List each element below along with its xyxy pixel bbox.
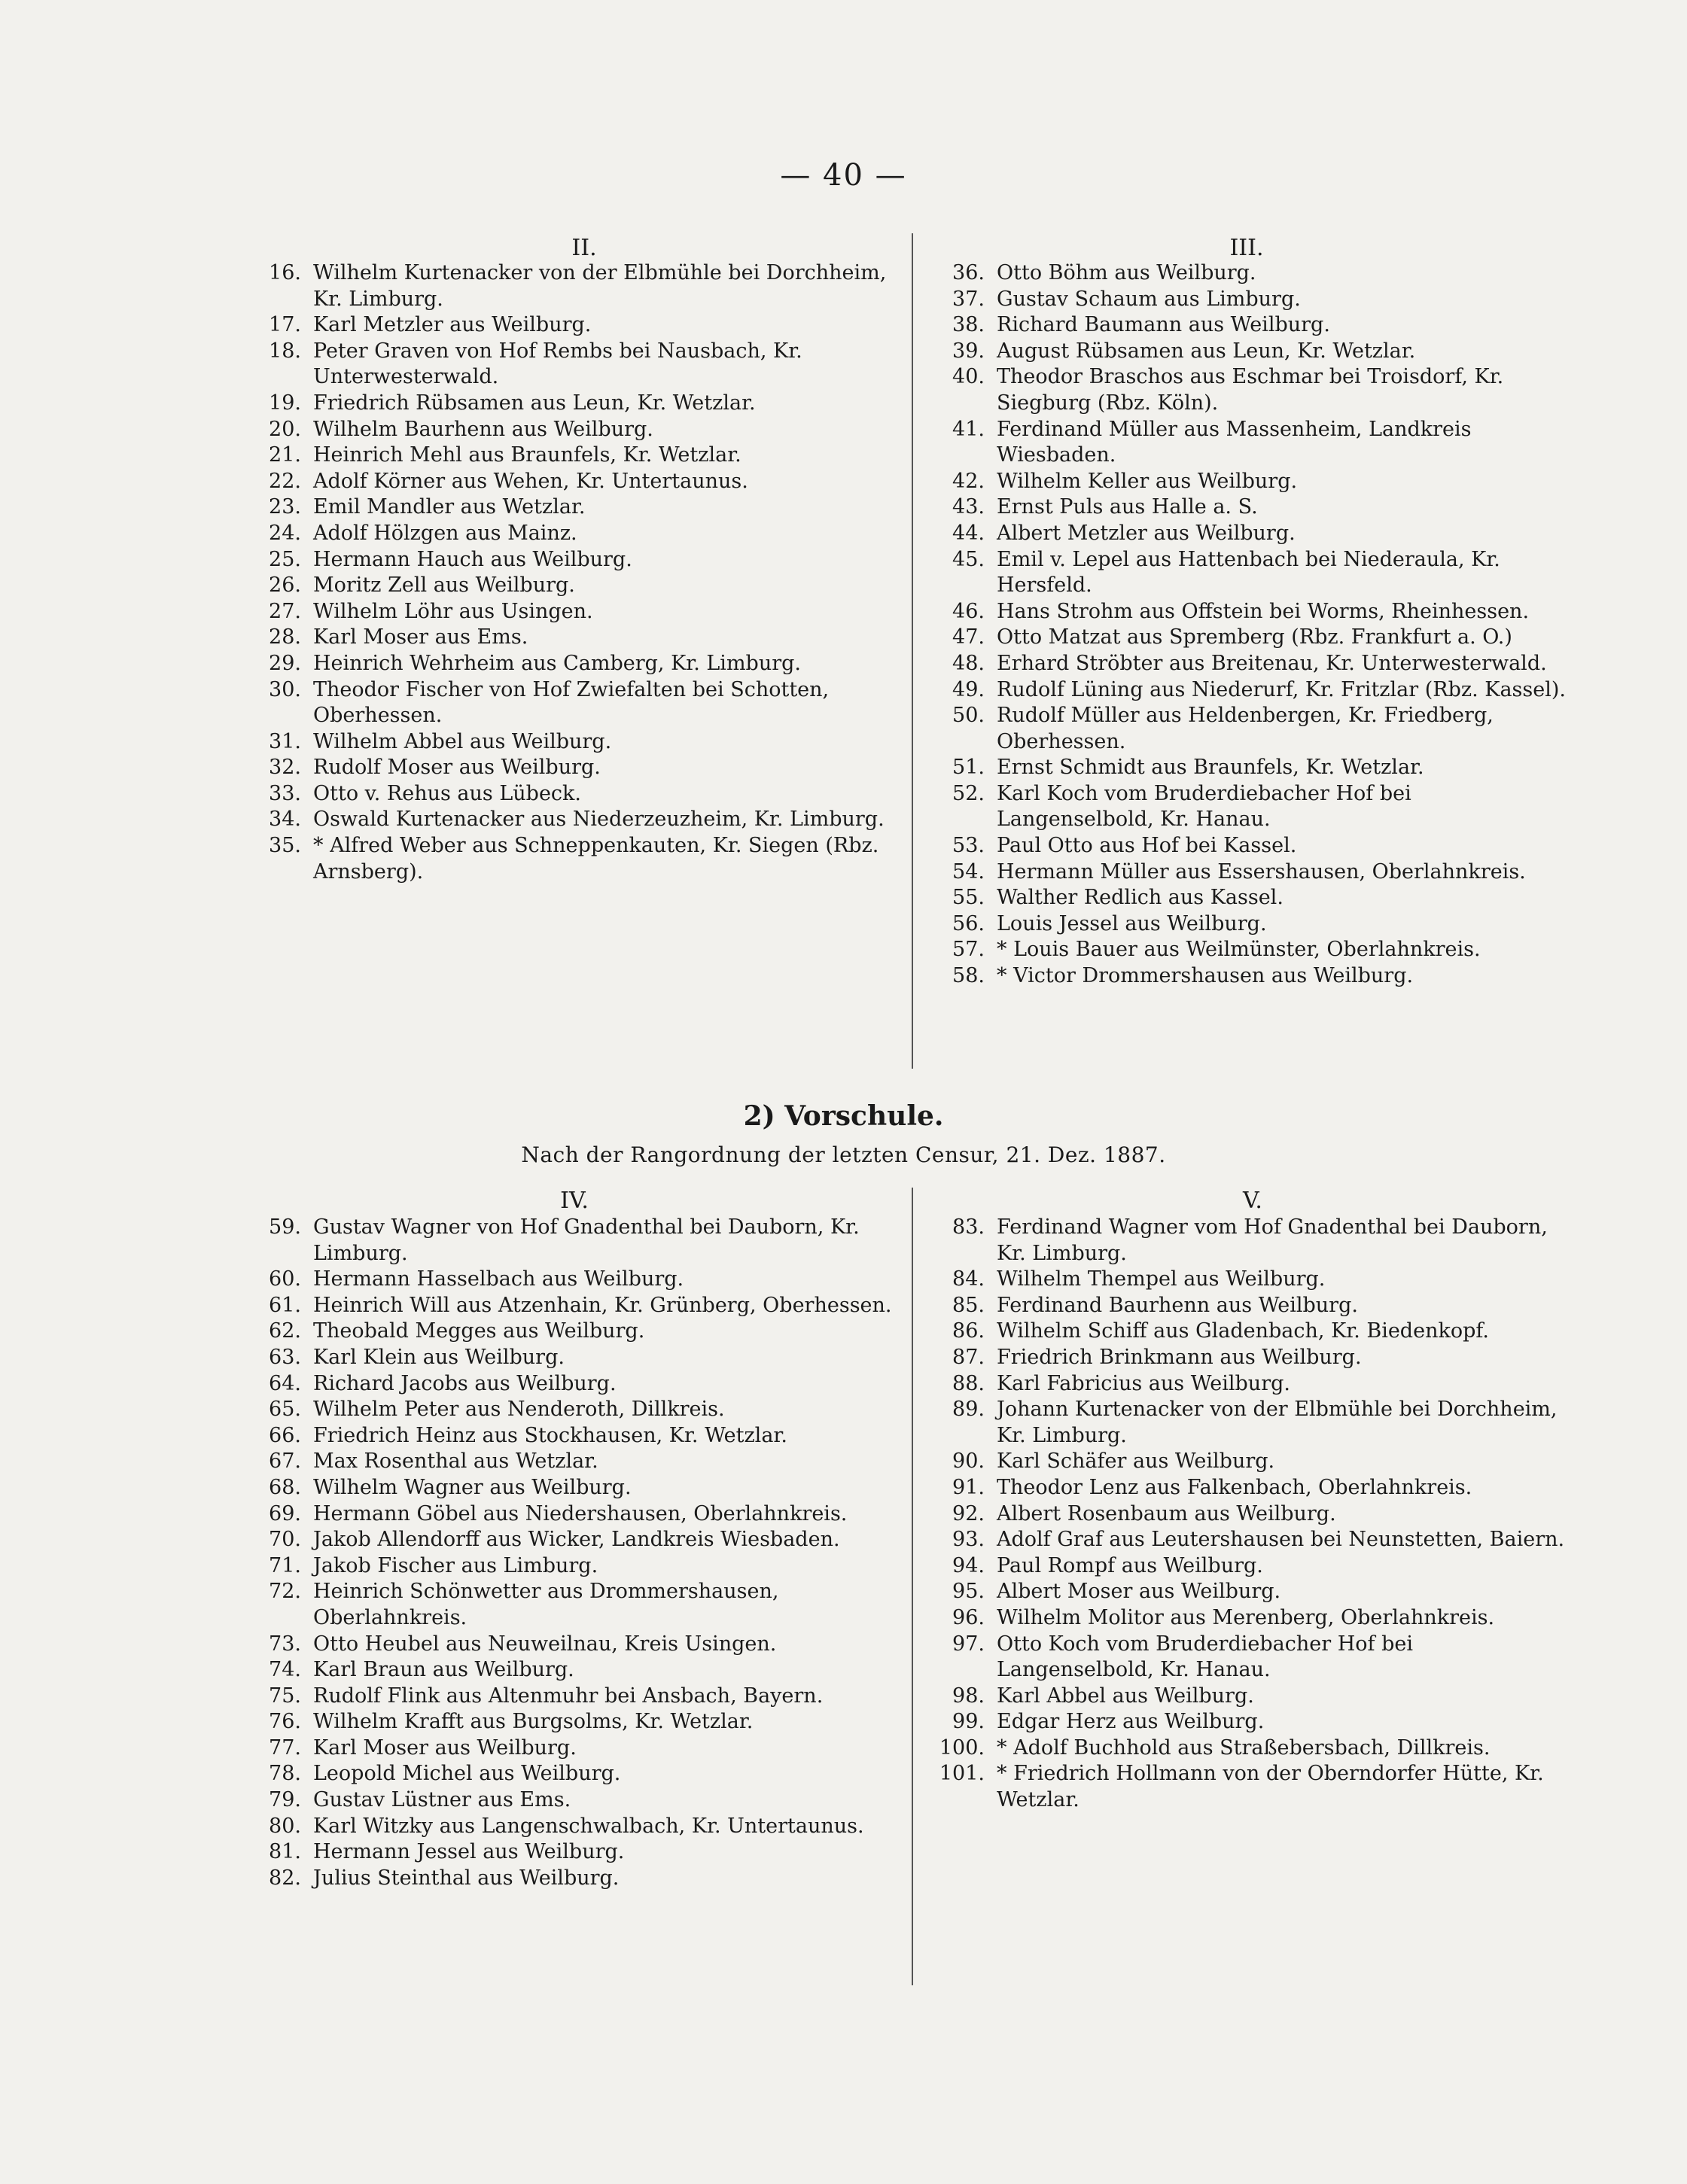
entry-number: 62. (269, 1319, 301, 1343)
entry-text: Ernst Schmidt aus Braunfels, Kr. Wetzlar. (997, 756, 1424, 780)
list-item (239, 1345, 909, 1371)
entry-text: Wilhelm Wagner aus Weilburg. (313, 1475, 632, 1499)
list-item (923, 1605, 1570, 1632)
entry-text: Wilhelm Thempel aus Weilburg. (997, 1267, 1326, 1291)
entry-number: 40. (952, 365, 985, 389)
entry-number: 88. (952, 1371, 985, 1395)
entry-number: 71. (269, 1553, 301, 1577)
list-item (239, 1553, 909, 1580)
entry-text: Friedrich Brinkmann aus Weilburg. (997, 1345, 1362, 1369)
entry-number: 38. (952, 313, 985, 337)
column-divider-lower (912, 1188, 913, 1985)
entry-text: Albert Rosenbaum aus Weilburg. (997, 1501, 1336, 1525)
entry-text: Walther Redlich aus Kassel. (997, 886, 1284, 910)
list-class-ii (239, 260, 909, 885)
entry-text: Emil v. Lepel aus Hattenbach bei Niederaula, Kr. Hersfeld. (997, 547, 1500, 598)
entry-number: 35. (269, 834, 301, 858)
entry-number: 82. (269, 1866, 301, 1890)
entry-text: Otto v. Rehus aus Lübeck. (313, 781, 581, 805)
entry-text: Karl Witzky aus Langenschwalbach, Kr. Untertaunus. (313, 1814, 864, 1838)
entry-number: 60. (269, 1267, 301, 1291)
list-item (923, 1319, 1570, 1345)
entry-text: Moritz Zell aus Weilburg. (313, 573, 575, 598)
entry-number: 48. (952, 651, 985, 675)
entry-text: Otto Matzat aus Spremberg (Rbz. Frankfurt a. O.) (997, 625, 1512, 649)
list-item (239, 339, 909, 391)
entry-text: Jakob Fischer aus Limburg. (313, 1553, 598, 1577)
entry-text: Rudolf Lüning aus Niederurf, Kr. Fritzlar (Rbz. Kassel). (997, 677, 1566, 701)
entry-number: 37. (952, 287, 985, 311)
entry-number: 65. (269, 1398, 301, 1422)
list-item (239, 1632, 909, 1658)
entry-number: 30. (269, 677, 301, 701)
list-item (239, 1579, 909, 1631)
entry-text: Gustav Schaum aus Limburg. (997, 287, 1301, 311)
list-item (239, 729, 909, 756)
list-item (239, 443, 909, 469)
entry-text: Theobald Megges aus Weilburg. (313, 1319, 645, 1343)
entry-text: Theodor Fischer von Hof Zwiefalten bei Schotten, Oberhessen. (313, 677, 830, 728)
entry-number: 78. (269, 1762, 301, 1786)
entry-text: Emil Mandler aus Wetzlar. (313, 495, 586, 519)
list-item (239, 1215, 909, 1267)
list-item (239, 651, 909, 677)
entry-number: 39. (952, 339, 985, 363)
entry-text: * Alfred Weber aus Schneppenkauten, Kr. Siegen (Rbz. Arnsberg). (313, 834, 879, 884)
entry-text: Karl Metzler aus Weilburg. (313, 313, 592, 337)
entry-text: Karl Moser aus Ems. (313, 625, 528, 649)
entry-number: 25. (269, 547, 301, 571)
entry-number: 29. (269, 651, 301, 675)
entry-number: 45. (952, 547, 985, 571)
list-item (923, 1293, 1570, 1319)
list-item (923, 1449, 1570, 1475)
entry-number: 27. (269, 599, 301, 623)
entry-text: Wilhelm Schiff aus Gladenbach, Kr. Biedenkopf. (997, 1319, 1489, 1343)
entry-text: Theodor Lenz aus Falkenbach, Oberlahnkreis. (997, 1475, 1472, 1499)
column-heading-iv: IV. (560, 1188, 589, 1214)
list-item (923, 364, 1570, 416)
entry-number: 84. (952, 1267, 985, 1291)
list-item (923, 781, 1570, 833)
entry-number: 79. (269, 1788, 301, 1812)
entry-number: 83. (952, 1215, 985, 1239)
list-item (923, 859, 1570, 886)
entry-number: 87. (952, 1345, 985, 1369)
entry-number: 76. (269, 1710, 301, 1734)
entry-number: 97. (952, 1632, 985, 1656)
entry-text: Heinrich Wehrheim aus Camberg, Kr. Limburg. (313, 651, 801, 675)
entry-text: Ferdinand Wagner vom Hof Gnadenthal bei Dauborn, Kr. Limburg. (997, 1215, 1548, 1265)
list-item (923, 547, 1570, 599)
list-item (239, 1787, 909, 1814)
entry-number: 90. (952, 1449, 985, 1474)
entry-number: 36. (952, 261, 985, 284)
entry-text: Rudolf Müller aus Heldenbergen, Kr. Friedberg, Oberhessen. (997, 704, 1494, 753)
list-item (923, 703, 1570, 755)
entry-text: Karl Klein aus Weilburg. (313, 1345, 565, 1369)
entry-text: Hermann Jessel aus Weilburg. (313, 1840, 625, 1864)
list-item (239, 547, 909, 573)
entry-number: 96. (952, 1605, 985, 1629)
list-class-v (923, 1215, 1570, 1814)
list-item (923, 1735, 1570, 1762)
list-item (239, 677, 909, 729)
entry-text: August Rübsamen aus Leun, Kr. Wetzlar. (997, 339, 1416, 363)
entry-number: 50. (952, 704, 985, 728)
entry-text: Wilhelm Baurhenn aus Weilburg. (313, 417, 653, 441)
entry-text: Hermann Müller aus Essershausen, Oberlahnkreis. (997, 859, 1526, 884)
entry-number: 95. (952, 1580, 985, 1604)
entry-text: Richard Baumann aus Weilburg. (997, 313, 1330, 337)
entry-number: 55. (952, 886, 985, 910)
entry-text: Adolf Graf aus Leutershausen bei Neunstetten, Baiern. (997, 1528, 1565, 1552)
list-item (239, 1684, 909, 1710)
entry-number: 66. (269, 1423, 301, 1447)
entry-text: Otto Böhm aus Weilburg. (997, 261, 1256, 284)
entry-text: Rudolf Moser aus Weilburg. (313, 756, 601, 780)
list-item (923, 1761, 1570, 1813)
entry-number: 86. (952, 1319, 985, 1343)
list-item (923, 469, 1570, 495)
list-item (239, 1397, 909, 1423)
entry-text: * Victor Drommershausen aus Weilburg. (997, 964, 1414, 988)
section-heading-vorschule: 2) Vorschule. (743, 1100, 944, 1132)
entry-text: Ernst Puls aus Halle a. S. (997, 495, 1258, 519)
entry-number: 63. (269, 1345, 301, 1369)
list-item (923, 1579, 1570, 1605)
column-heading-v: V. (1243, 1188, 1262, 1214)
entry-number: 64. (269, 1371, 301, 1395)
list-item (239, 573, 909, 599)
entry-number: 18. (269, 339, 301, 363)
entry-number: 51. (952, 756, 985, 780)
entry-text: Jakob Allendorff aus Wicker, Landkreis Wiesbaden. (313, 1528, 840, 1552)
entry-number: 54. (952, 859, 985, 884)
list-item (239, 521, 909, 547)
list-item (923, 417, 1570, 469)
entry-number: 77. (269, 1735, 301, 1760)
list-item (923, 677, 1570, 704)
entry-text: Karl Abbel aus Weilburg. (997, 1684, 1254, 1708)
entry-number: 93. (952, 1528, 985, 1552)
list-item (239, 807, 909, 833)
entry-text: Max Rosenthal aus Wetzlar. (313, 1449, 598, 1474)
entry-number: 59. (269, 1215, 301, 1239)
entry-text: Wilhelm Molitor aus Merenberg, Oberlahnkreis. (997, 1605, 1495, 1629)
entry-text: Paul Rompf aus Weilburg. (997, 1553, 1263, 1577)
entry-number: 19. (269, 391, 301, 415)
entry-number: 69. (269, 1501, 301, 1525)
entry-number: 101. (939, 1762, 985, 1786)
list-item (923, 1553, 1570, 1580)
list-item (239, 1293, 909, 1319)
entry-text: Heinrich Will aus Atzenhain, Kr. Grünberg, Oberhessen. (313, 1293, 892, 1317)
entry-number: 74. (269, 1658, 301, 1682)
list-item (239, 625, 909, 651)
entry-text: Hans Strohm aus Offstein bei Worms, Rheinhessen. (997, 599, 1530, 623)
entry-number: 31. (269, 729, 301, 753)
entry-number: 26. (269, 573, 301, 598)
entry-number: 42. (952, 469, 985, 493)
list-item (923, 1501, 1570, 1528)
list-item (923, 1475, 1570, 1501)
list-item (239, 1267, 909, 1293)
list-item (923, 1632, 1570, 1684)
entry-text: Paul Otto aus Hof bei Kassel. (997, 834, 1297, 858)
entry-text: Friedrich Rübsamen aus Leun, Kr. Wetzlar. (313, 391, 756, 415)
list-item (239, 1657, 909, 1684)
entry-text: Wilhelm Kurtenacker von der Elbmühle bei Dorchheim, Kr. Limburg. (313, 261, 887, 311)
entry-number: 99. (952, 1710, 985, 1734)
entry-text: Otto Koch vom Bruderdiebacher Hof bei Langenselbold, Kr. Hanau. (997, 1632, 1413, 1682)
list-item (923, 625, 1570, 651)
list-item (239, 781, 909, 808)
entry-number: 22. (269, 469, 301, 493)
entry-text: Peter Graven von Hof Rembs bei Nausbach, Kr. Unterwesterwald. (313, 339, 802, 389)
entry-number: 75. (269, 1684, 301, 1708)
list-item (923, 755, 1570, 781)
entry-number: 89. (952, 1398, 985, 1422)
entry-text: Richard Jacobs aus Weilburg. (313, 1371, 617, 1395)
entry-text: Gustav Lüstner aus Ems. (313, 1788, 571, 1812)
list-item (239, 1475, 909, 1501)
list-item (923, 963, 1570, 990)
entry-text: * Adolf Buchhold aus Straßebersbach, Dillkreis. (997, 1735, 1491, 1760)
entry-text: Gustav Wagner von Hof Gnadenthal bei Dauborn, Kr. Limburg. (313, 1215, 860, 1265)
list-item (239, 1709, 909, 1735)
entry-number: 16. (269, 261, 301, 284)
entry-number: 94. (952, 1553, 985, 1577)
list-item (923, 1397, 1570, 1449)
entry-number: 52. (952, 781, 985, 805)
entry-text: Ferdinand Müller aus Massenheim, Landkreis Wiesbaden. (997, 417, 1472, 467)
entry-number: 91. (952, 1475, 985, 1499)
list-item (923, 911, 1570, 938)
list-item (923, 1684, 1570, 1710)
entry-number: 81. (269, 1840, 301, 1864)
entry-text: Karl Koch vom Bruderdiebacher Hof bei Langenselbold, Kr. Hanau. (997, 781, 1411, 832)
list-item (923, 937, 1570, 963)
entry-number: 68. (269, 1475, 301, 1499)
entry-number: 41. (952, 417, 985, 441)
entry-number: 34. (269, 808, 301, 832)
list-item (239, 1423, 909, 1449)
entry-text: Wilhelm Abbel aus Weilburg. (313, 729, 612, 753)
entry-number: 56. (952, 911, 985, 935)
list-item (239, 1761, 909, 1787)
entry-text: Julius Steinthal aus Weilburg. (313, 1866, 620, 1890)
list-item (239, 312, 909, 339)
entry-text: Erhard Ströbter aus Breitenau, Kr. Unterwesterwald. (997, 651, 1547, 675)
entry-text: * Friedrich Hollmann von der Oberndorfer Hütte, Kr. Wetzlar. (997, 1762, 1544, 1812)
list-item (239, 1735, 909, 1762)
entry-number: 49. (952, 677, 985, 701)
list-item (923, 651, 1570, 677)
entry-text: Theodor Braschos aus Eschmar bei Troisdorf, Kr. Siegburg (Rbz. Köln). (997, 365, 1504, 415)
entry-number: 23. (269, 495, 301, 519)
entry-text: Leopold Michel aus Weilburg. (313, 1762, 621, 1786)
entry-text: Louis Jessel aus Weilburg. (997, 911, 1267, 935)
entry-text: Hermann Hasselbach aus Weilburg. (313, 1267, 684, 1291)
list-item (239, 469, 909, 495)
entry-text: Adolf Hölzgen aus Mainz. (313, 521, 577, 545)
list-item (923, 599, 1570, 625)
list-item (239, 1866, 909, 1892)
entry-number: 58. (952, 964, 985, 988)
entry-text: Rudolf Flink aus Altenmuhr bei Ansbach, Bayern. (313, 1684, 824, 1708)
entry-text: Ferdinand Baurhenn aus Weilburg. (997, 1293, 1358, 1317)
entry-text: Wilhelm Peter aus Nenderoth, Dillkreis. (313, 1398, 725, 1422)
column-heading-ii: II. (571, 235, 597, 261)
list-item (923, 1371, 1570, 1398)
list-item (239, 1839, 909, 1866)
list-item (923, 1709, 1570, 1735)
entry-number: 44. (952, 521, 985, 545)
list-item (239, 1371, 909, 1398)
entry-text: Wilhelm Löhr aus Usingen. (313, 599, 593, 623)
list-item (239, 1501, 909, 1528)
list-item (239, 833, 909, 885)
list-item (923, 885, 1570, 911)
entry-text: * Louis Bauer aus Weilmünster, Oberlahnkreis. (997, 938, 1481, 962)
column-heading-iii: III. (1229, 235, 1264, 261)
entry-number: 72. (269, 1580, 301, 1604)
entry-number: 43. (952, 495, 985, 519)
entry-text: Hermann Hauch aus Weilburg. (313, 547, 632, 571)
list-item (239, 599, 909, 625)
entry-number: 53. (952, 834, 985, 858)
entry-number: 24. (269, 521, 301, 545)
entry-number: 61. (269, 1293, 301, 1317)
entry-text: Karl Schäfer aus Weilburg. (997, 1449, 1275, 1474)
entry-number: 73. (269, 1632, 301, 1656)
entry-text: Karl Fabricius aus Weilburg. (997, 1371, 1290, 1395)
entry-text: Friedrich Heinz aus Stockhausen, Kr. Wetzlar. (313, 1423, 787, 1447)
section-subheading: Nach der Rangordnung der letzten Censur, 21. Dez. 1887. (521, 1142, 1166, 1167)
entry-number: 46. (952, 599, 985, 623)
entry-number: 47. (952, 625, 985, 649)
entry-text: Wilhelm Krafft aus Burgsolms, Kr. Wetzlar. (313, 1710, 754, 1734)
page-number: — 40 — (780, 158, 907, 193)
entry-number: 100. (939, 1735, 985, 1760)
entry-number: 85. (952, 1293, 985, 1317)
entry-text: Karl Braun aus Weilburg. (313, 1658, 574, 1682)
list-item (239, 1527, 909, 1553)
entry-number: 17. (269, 313, 301, 337)
list-item (923, 833, 1570, 859)
entry-text: Heinrich Mehl aus Braunfels, Kr. Wetzlar. (313, 443, 741, 467)
entry-number: 92. (952, 1501, 985, 1525)
list-item (923, 494, 1570, 521)
entry-text: Oswald Kurtenacker aus Niederzeuzheim, Kr. Limburg. (313, 808, 885, 832)
list-item (239, 755, 909, 781)
entry-text: Karl Moser aus Weilburg. (313, 1735, 577, 1760)
entry-number: 32. (269, 756, 301, 780)
entry-number: 70. (269, 1528, 301, 1552)
entry-number: 28. (269, 625, 301, 649)
entry-text: Adolf Körner aus Wehen, Kr. Untertaunus. (313, 469, 748, 493)
list-item (239, 391, 909, 417)
entry-number: 67. (269, 1449, 301, 1474)
column-divider-upper (912, 233, 913, 1069)
list-item (239, 1449, 909, 1475)
list-item (923, 312, 1570, 339)
list-item (923, 1527, 1570, 1553)
entry-text: Heinrich Schönwetter aus Drommershausen, Oberlahnkreis. (313, 1580, 779, 1629)
entry-text: Edgar Herz aus Weilburg. (997, 1710, 1265, 1734)
entry-number: 98. (952, 1684, 985, 1708)
list-item (923, 260, 1570, 287)
list-item (923, 1215, 1570, 1267)
list-item (239, 260, 909, 312)
list-item (239, 494, 909, 521)
entry-text: Albert Metzler aus Weilburg. (997, 521, 1296, 545)
entry-text: Johann Kurtenacker von der Elbmühle bei Dorchheim, Kr. Limburg. (997, 1398, 1558, 1447)
list-item (923, 1267, 1570, 1293)
list-item (923, 521, 1570, 547)
list-class-iv (239, 1215, 909, 1891)
entry-text: Wilhelm Keller aus Weilburg. (997, 469, 1298, 493)
entry-text: Otto Heubel aus Neuweilnau, Kreis Usingen. (313, 1632, 777, 1656)
list-item (923, 339, 1570, 365)
entry-number: 20. (269, 417, 301, 441)
list-item (239, 417, 909, 443)
entry-number: 21. (269, 443, 301, 467)
entry-number: 80. (269, 1814, 301, 1838)
entry-text: Albert Moser aus Weilburg. (997, 1580, 1281, 1604)
entry-number: 33. (269, 781, 301, 805)
entry-number: 57. (952, 938, 985, 962)
list-class-iii (923, 260, 1570, 990)
list-item (239, 1814, 909, 1840)
entry-text: Hermann Göbel aus Niedershausen, Oberlahnkreis. (313, 1501, 848, 1525)
list-item (923, 1345, 1570, 1371)
list-item (923, 287, 1570, 313)
list-item (239, 1319, 909, 1345)
